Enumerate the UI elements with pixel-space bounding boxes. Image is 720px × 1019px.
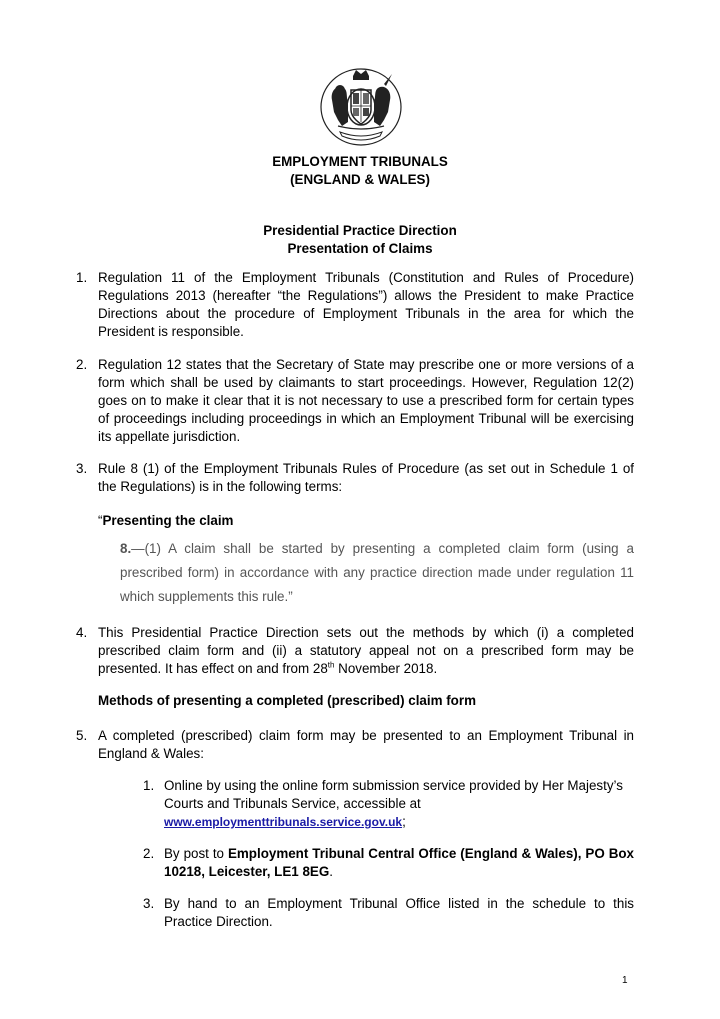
document-type-heading: Presidential Practice Direction xyxy=(263,223,457,238)
quote-open-mark: “ xyxy=(98,513,103,528)
page-number: 1 xyxy=(622,975,628,986)
rule-text: —(1) A claim shall be started by presenting a completed claim form (using a prescribed form) in accordance with any practice direction made under regulation 11 which supplements this rule.” xyxy=(120,541,634,604)
paragraph-2 xyxy=(76,356,634,446)
royal-coat-of-arms-logo xyxy=(318,62,404,148)
paragraph-text: Regulation 11 of the Employment Tribunals (Constitution and Rules of Procedure) Regulations 2013 (hereafter “the Regulations”) allows the President to make Practice Directions about the procedure of Employment Tribunals in the area for which the President is responsible. xyxy=(98,270,634,339)
paragraph-number: 1. xyxy=(76,270,88,285)
paragraph-text: This Presidential Practice Direction sets out the methods by which (i) a completed prescribed claim form and (ii) a statutory appeal not on a prescribed form may be presented. It has effect on and from 28th November 2018. xyxy=(98,625,634,676)
document-title-heading: Presentation of Claims xyxy=(287,241,433,256)
method-text: By hand to an Employment Tribunal Office listed in the schedule to this Practice Direction. xyxy=(164,896,634,929)
quote-heading xyxy=(98,512,634,530)
paragraph-number: 3. xyxy=(76,461,88,476)
jurisdiction-heading: (ENGLAND & WALES) xyxy=(290,172,430,187)
method-number: 1. xyxy=(143,778,155,793)
method-text: By post to Employment Tribunal Central Office (England & Wales), PO Box 10218, Leicester, LE1 8EG. xyxy=(164,846,635,879)
method-item-online xyxy=(143,777,634,831)
paragraph-text: Regulation 12 states that the Secretary of State may prescribe one or more versions of a form which shall be used by claimants to start proceedings. However, Regulation 12(2) goes on to make it clear that it is not necessary to use a prescribed form for certain types of proceedings including proceedings in which an Employment Tribunal will be exercising its appellate jurisdiction. xyxy=(98,357,634,444)
method-number: 3. xyxy=(143,896,155,911)
paragraph-number: 4. xyxy=(76,625,88,640)
method-item-by-hand xyxy=(143,895,634,931)
quoted-rule xyxy=(120,537,634,609)
rule-number: 8. xyxy=(120,541,132,556)
section-heading: Methods of presenting a completed (prescribed) claim form xyxy=(98,693,476,708)
paragraph-text: Rule 8 (1) of the Employment Tribunals Rules of Procedure (as set out in Schedule 1 of the Regulations) is in the following terms: xyxy=(98,461,634,494)
method-item-post xyxy=(143,845,634,881)
paragraph-number: 5. xyxy=(76,728,88,743)
employment-tribunals-website-link[interactable]: www.employmenttribunals.service.gov.uk xyxy=(164,815,403,829)
paragraph-5 xyxy=(76,727,634,763)
postal-address: Employment Tribunal Central Office (England & Wales), PO Box 10218, Leicester, LE1 8EG xyxy=(164,846,635,879)
ordinal-suffix: th xyxy=(327,660,335,670)
paragraph-1 xyxy=(76,269,634,341)
paragraph-text: A completed (prescribed) claim form may be presented to an Employment Tribunal in England & Wales: xyxy=(98,728,634,761)
paragraph-4 xyxy=(76,624,634,678)
court-name-heading: EMPLOYMENT TRIBUNALS xyxy=(272,154,448,169)
quote-heading-text: Presenting the claim xyxy=(102,513,234,528)
method-number: 2. xyxy=(143,846,155,861)
method-text: Online by using the online form submission service provided by Her Majesty’s Courts and Tribunals Service, accessible at www.employmenttribunals.service.gov.uk; xyxy=(164,778,623,829)
paragraph-number: 2. xyxy=(76,357,88,372)
paragraph-3 xyxy=(76,460,634,496)
